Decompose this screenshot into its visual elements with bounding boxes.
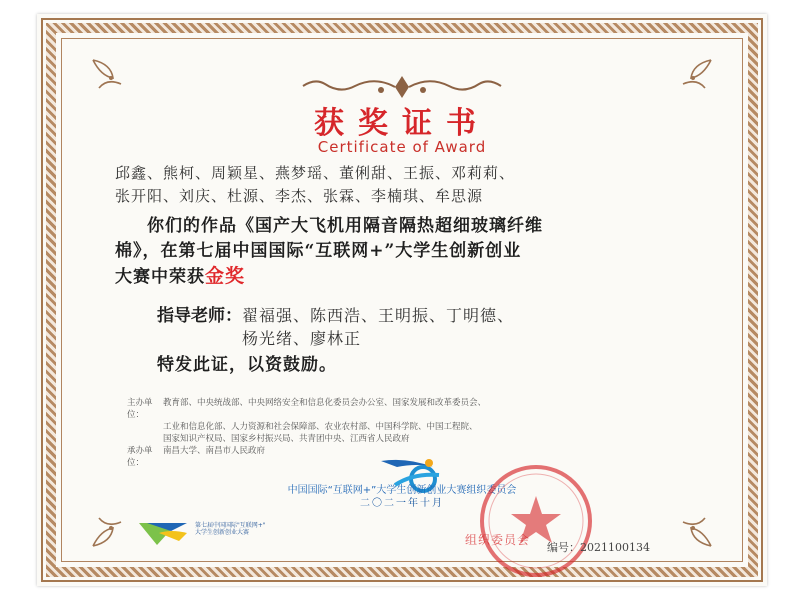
award-level: 金奖: [205, 265, 246, 287]
statement-line-1: 你们的作品《国产大飞机用隔音隔热超细玻璃纤维: [147, 216, 543, 236]
committee-name: 中国国际“互联网+”大学生创新创业大赛组织委员会: [287, 485, 517, 496]
serial-label: 编号：: [547, 541, 580, 554]
event-logo-mark-icon: [137, 519, 191, 547]
advisors-line-2: 杨光绪、廖林正: [242, 329, 362, 348]
host-line-2: 工业和信息化部、人力资源和社会保障部、农业农村部、中国科学院、中国工程院、: [163, 422, 478, 432]
recipients-line-1: 邱鑫、熊柯、周颖星、燕梦瑶、董俐甜、王振、邓莉莉、: [115, 164, 516, 182]
committee-block: [37, 484, 767, 510]
seal-text: 组织委员会: [465, 533, 531, 547]
event-logo-text: 第七届中国国际"互联网+" 大学生创新创业大赛: [195, 522, 266, 536]
certificate-sheet: [37, 14, 767, 586]
serial-number: [547, 539, 650, 555]
statement-line-2: 棉》，在第七届中国国际“互联网+”大学生创新创业: [115, 241, 522, 261]
recipients-line-2: 张开阳、刘庆、杜源、李杰、张霖、李楠琪、牟思源: [115, 187, 484, 205]
host-label: 主办单位：: [127, 398, 153, 420]
serial-value: 2021100134: [580, 541, 650, 554]
certificate-title: 获奖证书: [314, 106, 490, 141]
host-line-3: 国家知识产权局、国家乡村振兴局、共青团中央、江西省人民政府: [163, 434, 410, 444]
undertake-line: 南昌大学、南昌市人民政府: [163, 446, 266, 456]
issue-date: 二〇二一年十月: [360, 498, 444, 509]
statement-line-3: 大赛中荣获: [115, 267, 205, 287]
advisors-block: [157, 301, 514, 349]
advisor-label: 指导老师：: [157, 306, 242, 326]
recipients-list: [115, 162, 695, 208]
undertake-label: 承办单位：: [127, 446, 153, 468]
event-logo: [137, 519, 317, 547]
advisors-line-1: 翟福强、陈西浩、王明振、丁明德、: [242, 306, 515, 325]
official-seal-icon: [477, 462, 595, 580]
certificate-subtitle: Certificate of Award: [317, 138, 487, 156]
issue-statement: 特发此证，以资鼓励。: [157, 355, 337, 375]
host-line-1: 教育部、中央统战部、中央网络安全和信息化委员会办公室、国家发展和改革委员会、: [163, 398, 487, 408]
award-statement: [115, 214, 705, 290]
